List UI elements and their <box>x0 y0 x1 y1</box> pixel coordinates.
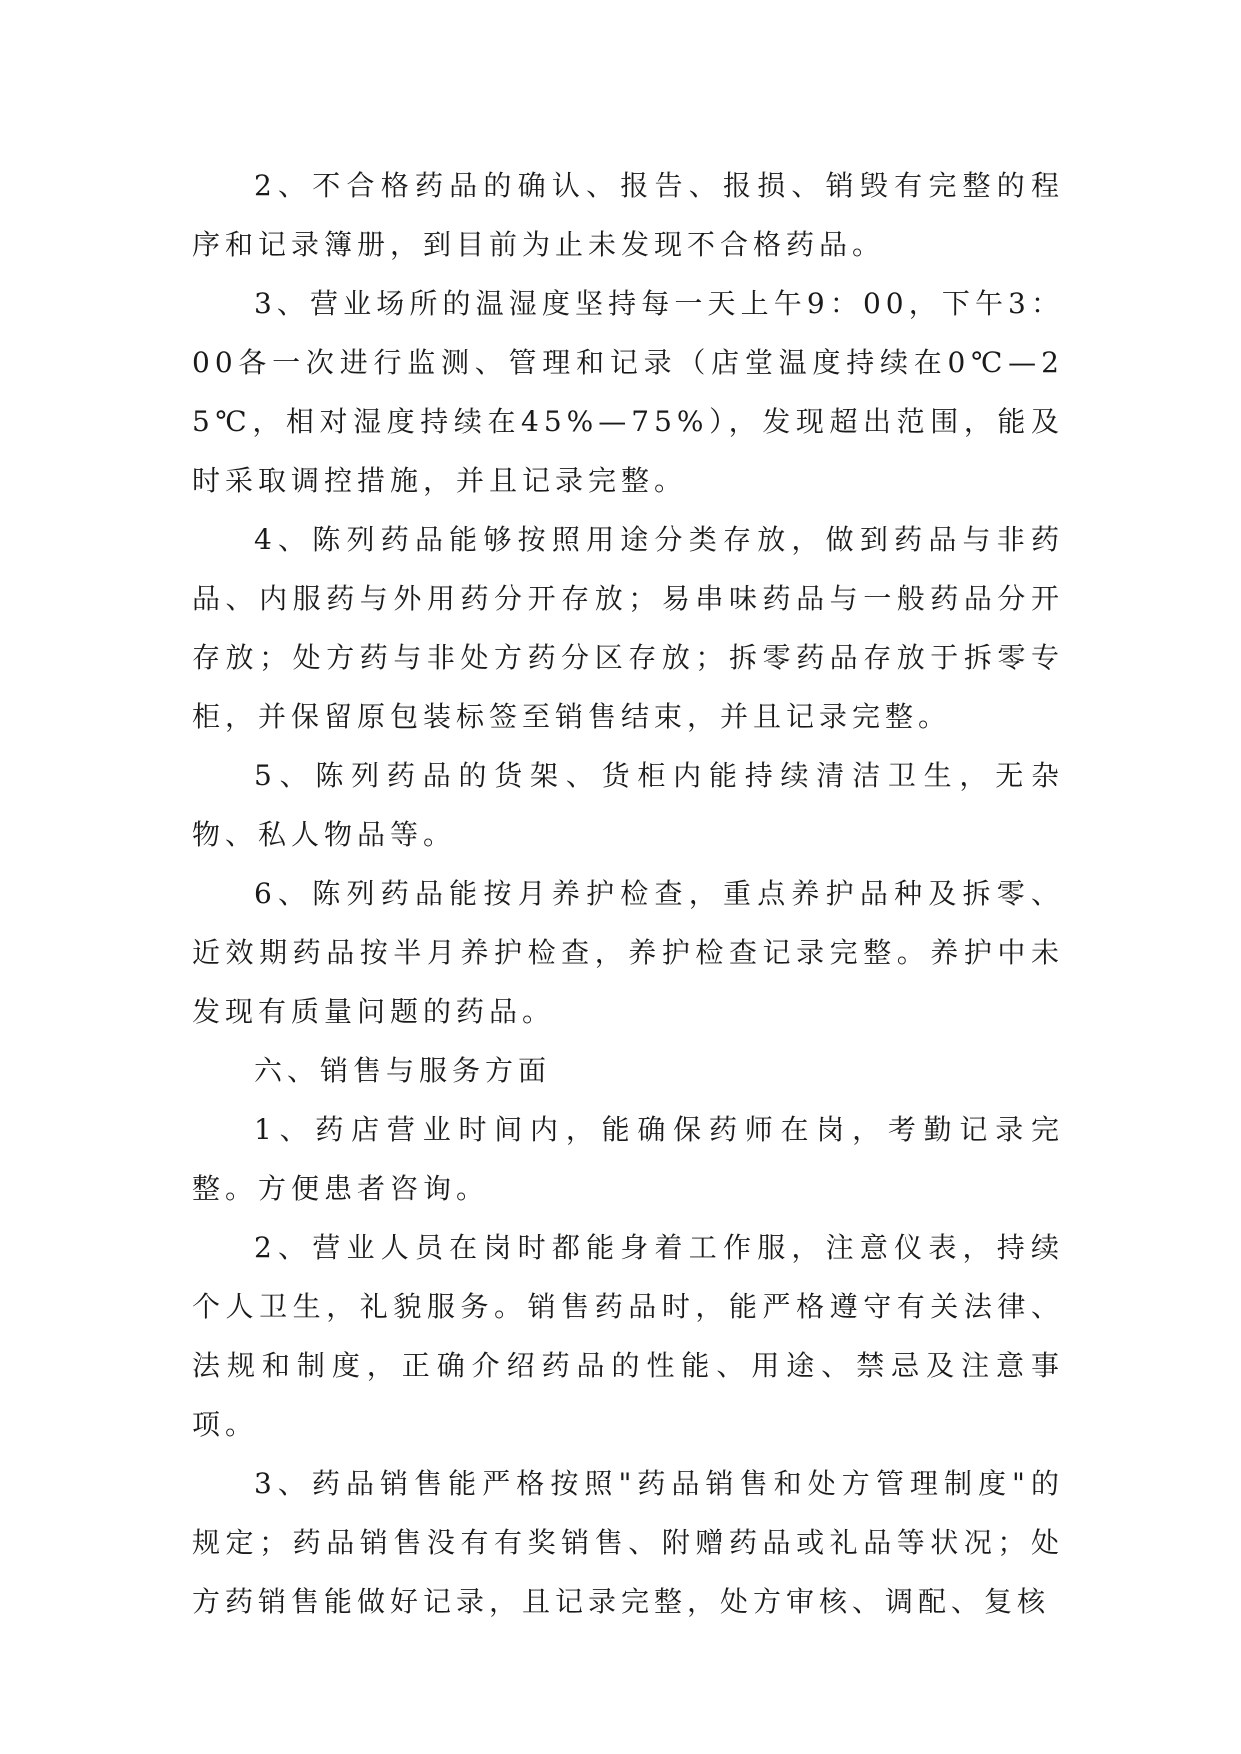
paragraph-staff-conduct: 2、营业人员在岗时都能身着工作服，注意仪表，持续个人卫生，礼貌服务。销售药品时，能严格遵守有关法律、法规和制度，正确介绍药品的性能、用途、禁忌及注意事项。 <box>192 1231 1064 1441</box>
paragraph-pharmacist-on-duty: 1、药店营业时间内，能确保药师在岗，考勤记录完整。方便患者咨询。 <box>192 1113 1064 1205</box>
paragraph-maintenance-check: 6、陈列药品能按月养护检查，重点养护品种及拆零、近效期药品按半月养护检查，养护检查记录完整。养护中未发现有质量问题的药品。 <box>192 877 1064 1028</box>
paragraph-shelf-cleaning: 5、陈列药品的货架、货柜内能持续清洁卫生，无杂物、私人物品等。 <box>192 759 1064 851</box>
paragraph-temperature-humidity: 3、营业场所的温湿度坚持每一天上午9：00，下午3：00各一次进行监测、管理和记录（店堂温度持续在0℃—25℃，相对湿度持续在45%—75%），发现超出范围，能及时采取调控措施，并且记录完整。 <box>192 287 1064 497</box>
document-body <box>192 156 1064 1631</box>
section-heading-sales-service: 六、销售与服务方面 <box>254 1054 552 1087</box>
paragraph-sales-rules: 3、药品销售能严格按照"药品销售和处方管理制度"的规定；药品销售没有有奖销售、附赠药品或礼品等状况；处方药销售能做好记录，且记录完整，处方审核、调配、复核 <box>192 1467 1064 1618</box>
paragraph-unqualified-drugs: 2、不合格药品的确认、报告、报损、销毁有完整的程序和记录簿册，到目前为止未发现不合格药品。 <box>192 169 1064 261</box>
paragraph-display-storage: 4、陈列药品能够按照用途分类存放，做到药品与非药品、内服药与外用药分开存放；易串味药品与一般药品分开存放；处方药与非处方药分区存放；拆零药品存放于拆零专柜，并保留原包装标签至销售结束，并且记录完整。 <box>192 523 1064 733</box>
